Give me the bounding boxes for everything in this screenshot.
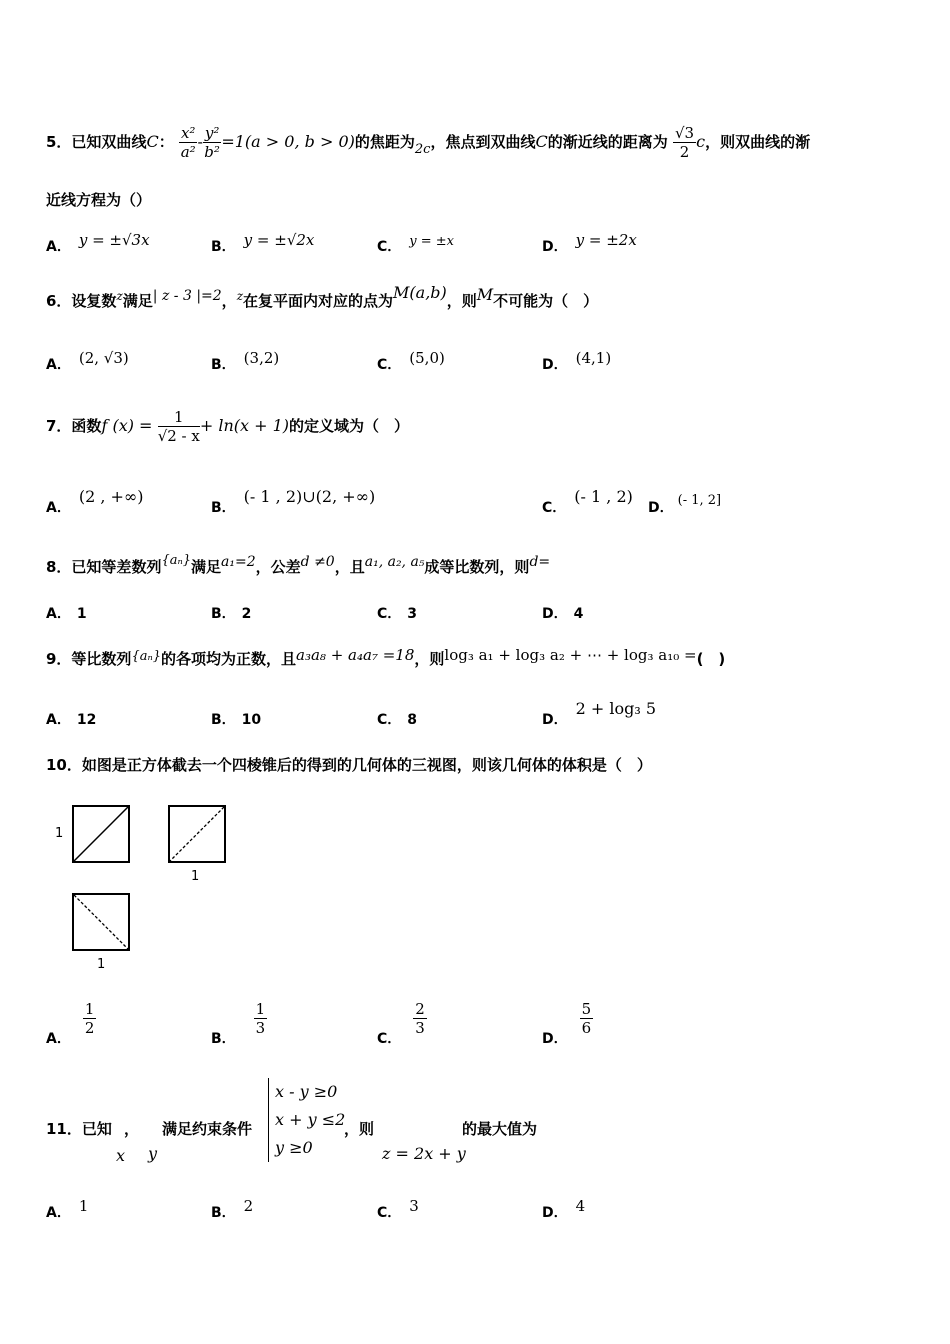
q9-option-d[interactable]: D．2 + log₃ 5	[542, 699, 657, 728]
q6-option-c[interactable]: C． (5,0)	[377, 349, 445, 373]
q7-option-d[interactable]: D． (- 1, 2]	[648, 493, 722, 516]
q5-frac-sqrt3: $\frac{√3}{2}$	[674, 124, 695, 161]
q5-option-d[interactable]: D． y = ±2x	[542, 231, 637, 255]
q6-option-d[interactable]: D． (4,1)	[542, 349, 612, 373]
q5-option-c[interactable]: C． y = ±x	[377, 234, 455, 255]
q9-option-b[interactable]: B． 10	[211, 712, 262, 728]
q5-option-b[interactable]: B． y = ±√2x	[211, 231, 315, 255]
q10-option-a[interactable]: A． $\frac{1}{2}$	[46, 1000, 95, 1047]
q6-option-a[interactable]: A． (2, √3)	[46, 349, 129, 373]
view-front	[72, 805, 130, 863]
q7-frac: $\frac{1}{√2 - x}$	[157, 408, 200, 445]
q10-option-b[interactable]: B． $\frac{1}{3}$	[211, 1000, 266, 1047]
q11-option-c[interactable]: C． 3	[377, 1197, 419, 1221]
question-8: 8．已知等差数列{aₙ}满足a₁=2，公差d ≠0，且a₁, a₂, a₅成等比数列，则d=	[46, 553, 551, 576]
question-11-comma: ，	[124, 1120, 140, 1138]
question-5: 5．已知双曲线C： $\frac{\text{x²}}{\text{a²}}$ - $\frac{\text{y²}}{\text{b²}}$ =1(a > 0, b > 0)的焦距为2c，焦点到双曲线C的渐近线的距离为 $\frac{√3}{2}$ c，则双曲线的渐	[46, 124, 811, 161]
question-9: 9．等比数列{aₙ}的各项均为正数，且a₃a₈ + a₄a₇ =18，则log₃ a₁ + log₃ a₂ + ⋯ + log₃ a₁₀ =( )	[46, 646, 726, 668]
q8-option-b[interactable]: B． 2	[211, 606, 252, 622]
q10-option-c[interactable]: C． $\frac{2}{3}$	[377, 1000, 425, 1047]
q9-option-a[interactable]: A． 12	[46, 712, 97, 728]
view-front-diagonal	[74, 807, 128, 861]
q5-option-a[interactable]: A． y = ±√3x	[46, 231, 150, 255]
view-top-dimension: 1	[97, 957, 106, 972]
q5-line2: 近线方程为（）	[46, 191, 152, 209]
q7-option-b[interactable]: B．(- 1 , 2)∪(2, +∞)	[211, 487, 376, 516]
question-11-t2: 满足约束条件	[162, 1120, 253, 1138]
q5-number: 5．已知双曲线	[46, 133, 147, 151]
view-top	[72, 893, 130, 951]
q11-constraint-system: x - y ≥0 x + y ≤2 y ≥0	[268, 1078, 345, 1162]
q10-option-d[interactable]: D． $\frac{5}{6}$	[542, 1000, 592, 1047]
view-front-dimension: 1	[55, 826, 64, 841]
q5-frac-x: $\frac{\text{x²}}{\text{a²}}$	[180, 124, 196, 161]
q7-option-c[interactable]: C．(- 1 , 2)	[542, 487, 633, 516]
view-side-dashed-diagonal	[170, 807, 224, 861]
q8-option-d[interactable]: D． 4	[542, 606, 584, 622]
view-side-dimension: 1	[191, 869, 200, 884]
q8-option-c[interactable]: C． 3	[377, 606, 418, 622]
q8-option-a[interactable]: A． 1	[46, 606, 87, 622]
q6-option-b[interactable]: B． (3,2)	[211, 349, 280, 373]
view-side	[168, 805, 226, 863]
question-11-num: 11．已知	[46, 1120, 112, 1138]
q11-objective: z = 2x + y	[382, 1144, 466, 1163]
q9-option-c[interactable]: C． 8	[377, 712, 418, 728]
question-10: 10．如图是正方体截去一个四棱锥后的得到的几何体的三视图，则该几何体的体积是（ ）	[46, 756, 652, 774]
view-top-dashed-diagonal	[74, 895, 128, 949]
q11-option-d[interactable]: D． 4	[542, 1197, 586, 1221]
q11-var-x: x	[116, 1146, 126, 1165]
q5-frac-y: $\frac{\text{y²}}{\text{b²}}$	[204, 124, 220, 161]
q11-var-y: y	[148, 1144, 158, 1163]
q7-option-a[interactable]: A．(2 , +∞)	[46, 487, 144, 516]
q11-option-b[interactable]: B． 2	[211, 1197, 254, 1221]
q11-option-a[interactable]: A． 1	[46, 1197, 89, 1221]
question-11-t3: ，则	[344, 1120, 375, 1138]
question-11-t4: 的最大值为	[462, 1120, 538, 1138]
question-7: 7．函数f (x) = $\frac{1}{√2 - x}$ + ln(x + 1)的定义域为（ ）	[46, 408, 410, 445]
question-6: 6．设复数$^z$满足| z - 3 |=2，$^z$在复平面内对应的点为M(a,b)，则M不可能为（ ）	[46, 283, 599, 310]
